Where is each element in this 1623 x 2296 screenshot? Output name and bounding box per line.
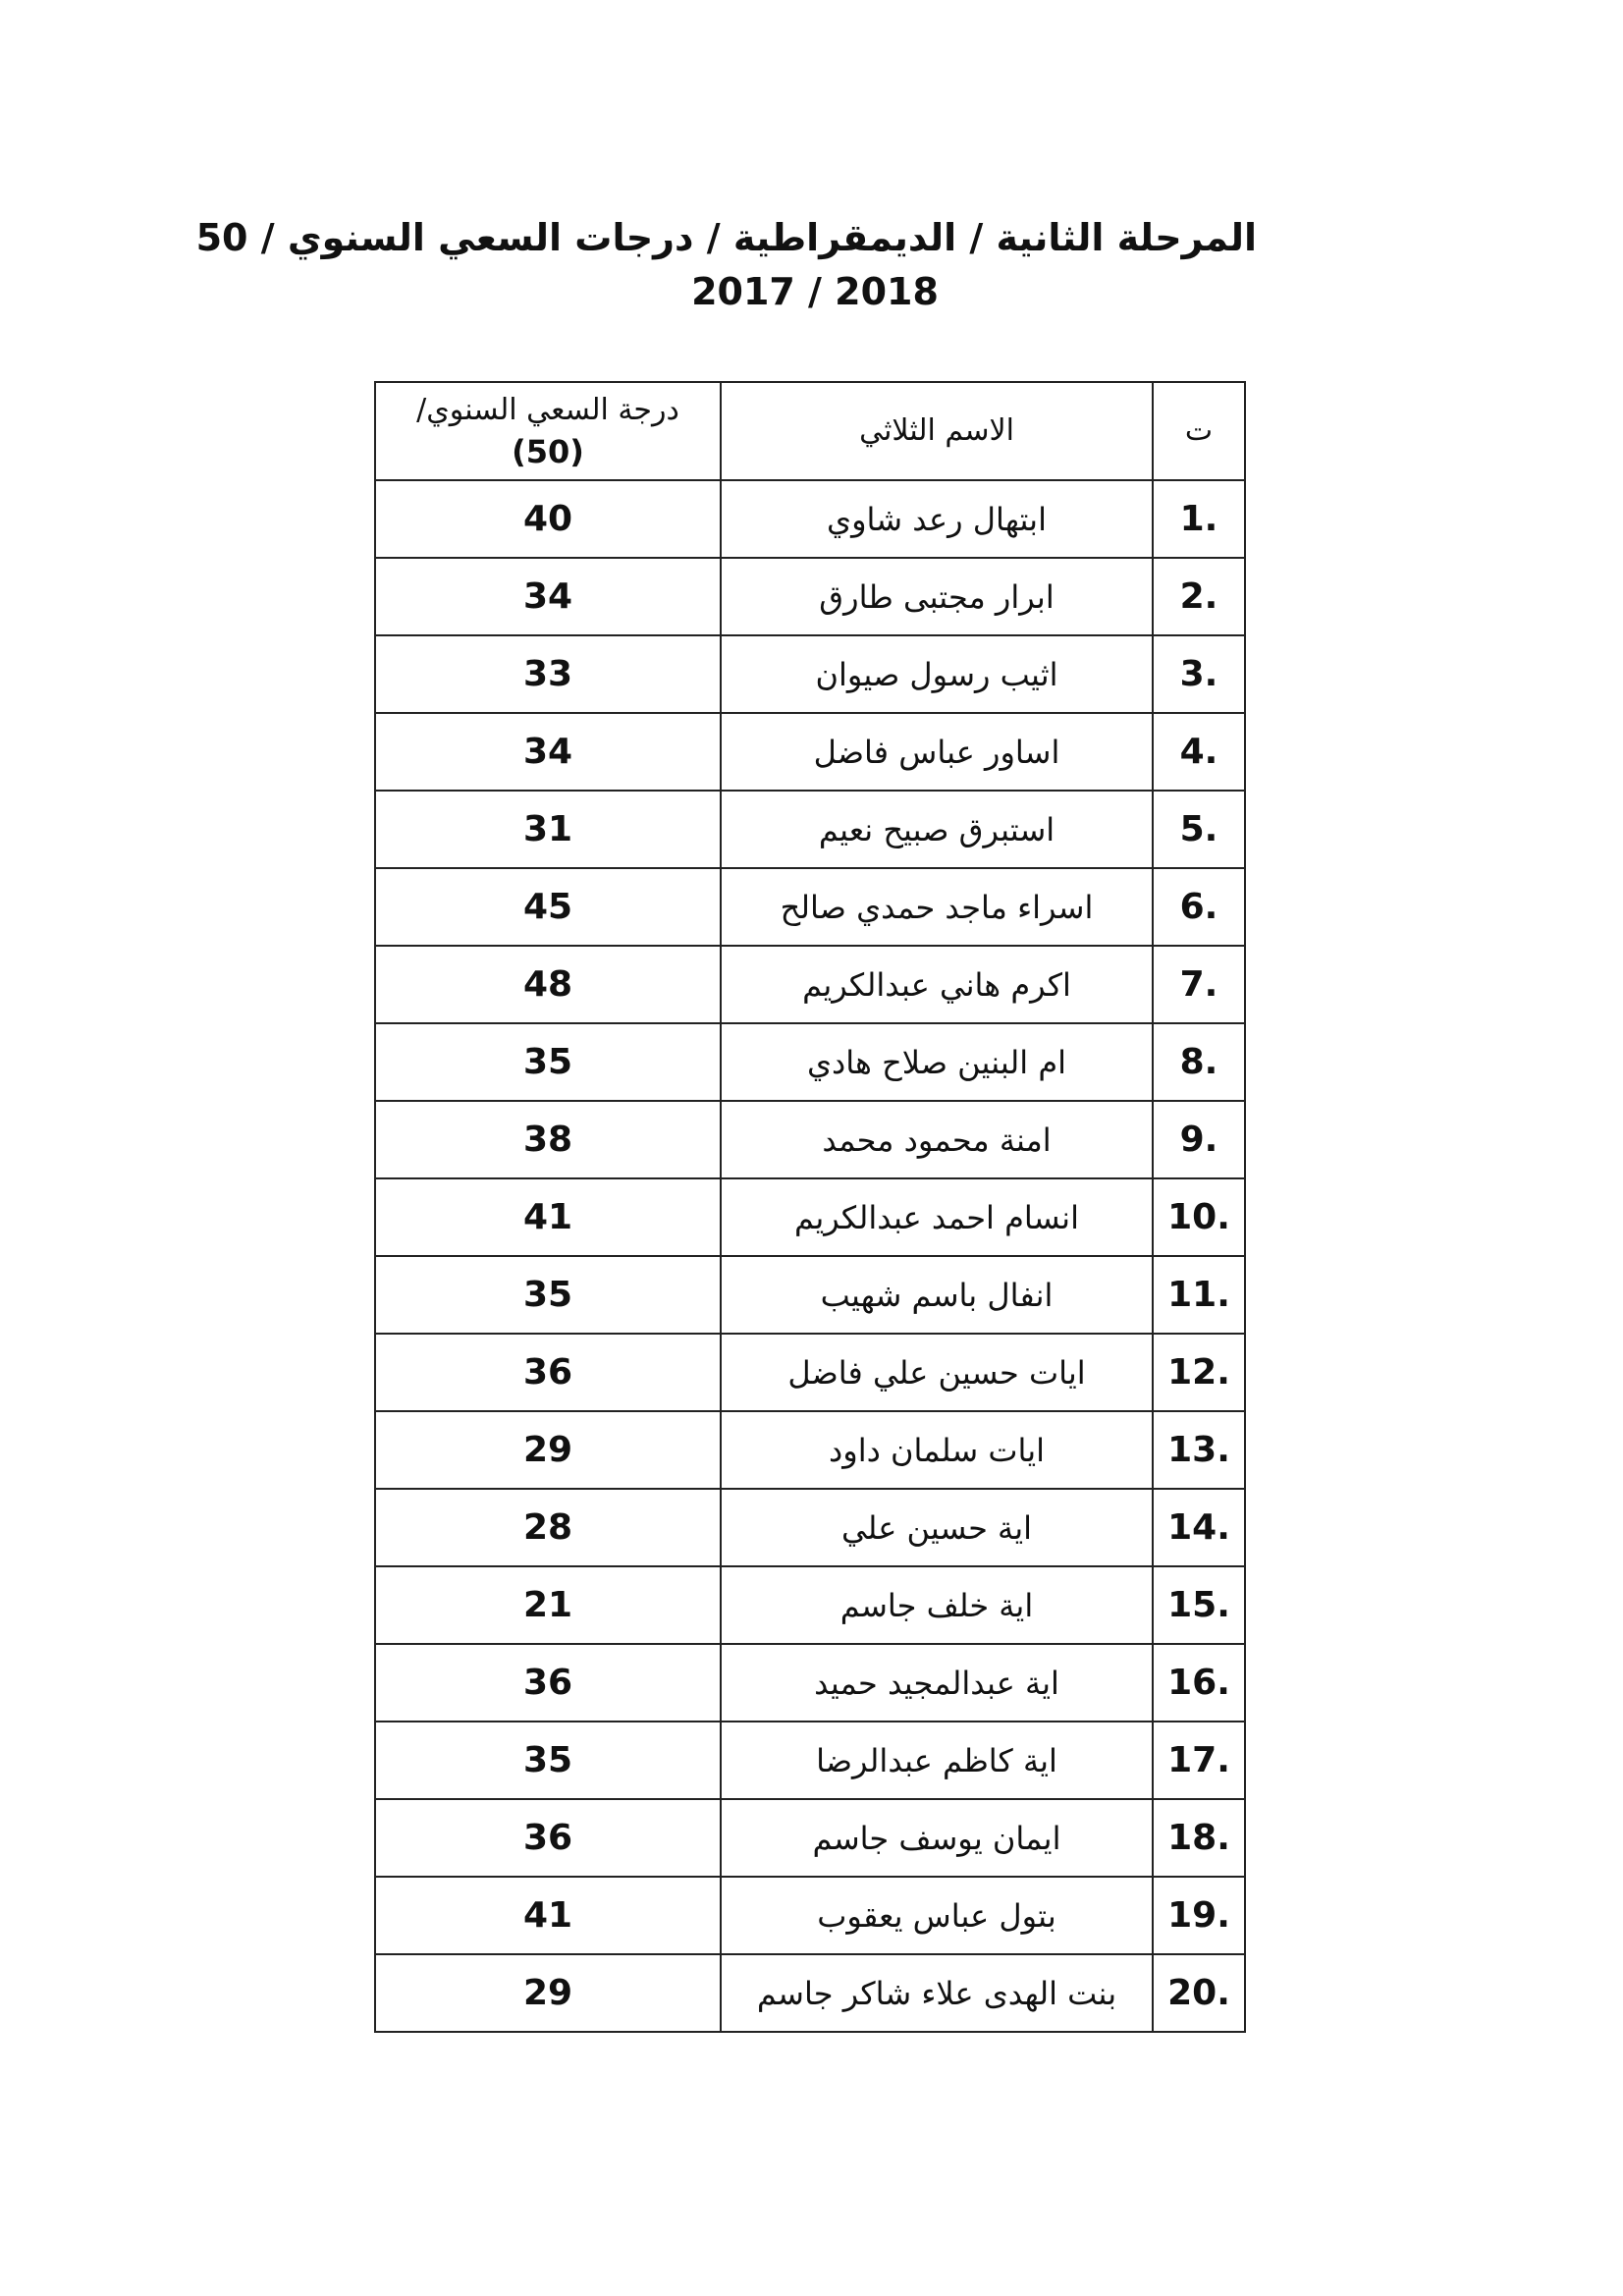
row-number: 15. [1153,1566,1245,1644]
header-number: ت [1153,382,1245,480]
student-grade: 38 [375,1101,721,1178]
student-grade: 28 [375,1489,721,1566]
table-body [375,480,1245,2032]
row-number: 2. [1153,558,1245,635]
student-name: ام البنين صلاح هادي [721,1023,1153,1101]
student-name: بنت الهدى علاء شاكر جاسم [721,1954,1153,2032]
row-number: 16. [1153,1644,1245,1722]
table-row [375,1799,1245,1877]
table-row [375,1023,1245,1101]
table-row [375,1411,1245,1489]
row-number: 4. [1153,713,1245,791]
table-row [375,1566,1245,1644]
student-name: اية عبدالمجيد حميد [721,1644,1153,1722]
row-number: 1. [1153,480,1245,558]
row-number: 13. [1153,1411,1245,1489]
student-grade: 21 [375,1566,721,1644]
row-number: 12. [1153,1334,1245,1411]
row-number: 10. [1153,1178,1245,1256]
grades-table [374,381,1246,2033]
student-name: اكرم هاني عبدالكريم [721,946,1153,1023]
page-title: المرحلة الثانية / الديمقراطية / درجات السعي السنوي / 50 [195,216,1257,259]
student-name: ايمان يوسف جاسم [721,1799,1153,1877]
student-grade: 34 [375,558,721,635]
table-row [375,1101,1245,1178]
student-grade: 29 [375,1411,721,1489]
student-name: ايات سلمان داود [721,1411,1153,1489]
table-row [375,635,1245,713]
student-name: استبرق صبيح نعيم [721,791,1153,868]
table-row [375,791,1245,868]
student-grade: 29 [375,1954,721,2032]
row-number: 7. [1153,946,1245,1023]
student-grade: 41 [375,1877,721,1954]
table-row [375,480,1245,558]
student-grade: 36 [375,1644,721,1722]
student-name: اية كاظم عبدالرضا [721,1722,1153,1799]
row-number: 19. [1153,1877,1245,1954]
table-row [375,1256,1245,1334]
row-number: 20. [1153,1954,1245,2032]
header-grade [375,382,721,480]
student-name: بتول عباس يعقوب [721,1877,1153,1954]
row-number: 17. [1153,1722,1245,1799]
student-grade: 33 [375,635,721,713]
student-grade: 41 [375,1178,721,1256]
table-row [375,946,1245,1023]
student-name: ابرار مجتبى طارق [721,558,1153,635]
student-name: انسام احمد عبدالكريم [721,1178,1153,1256]
table-row [375,1877,1245,1954]
student-grade: 35 [375,1256,721,1334]
row-number: 9. [1153,1101,1245,1178]
row-number: 11. [1153,1256,1245,1334]
row-number: 18. [1153,1799,1245,1877]
row-number: 14. [1153,1489,1245,1566]
student-name: ايات حسين علي فاضل [721,1334,1153,1411]
table-row [375,1178,1245,1256]
row-number: 6. [1153,868,1245,946]
table-row [375,1954,1245,2032]
student-grade: 31 [375,791,721,868]
student-grade: 40 [375,480,721,558]
row-number: 8. [1153,1023,1245,1101]
header-row [375,382,1245,480]
student-name: اثيب رسول صيوان [721,635,1153,713]
table-row [375,868,1245,946]
header-name: الاسم الثلاثي [721,382,1153,480]
student-name: اسراء ماجد حمدي صالح [721,868,1153,946]
table-row [375,1722,1245,1799]
student-grade: 34 [375,713,721,791]
table-row [375,1334,1245,1411]
header-grade-max: (50) [512,433,584,470]
student-name: اية حسين علي [721,1489,1153,1566]
student-grade: 35 [375,1722,721,1799]
student-name: انفال باسم شهيب [721,1256,1153,1334]
student-grade: 36 [375,1334,721,1411]
student-name: اساور عباس فاضل [721,713,1153,791]
table-row [375,1644,1245,1722]
table-header [375,382,1245,480]
row-number: 3. [1153,635,1245,713]
row-number: 5. [1153,791,1245,868]
header-grade-label: درجة السعي السنوي/ [416,393,679,427]
academic-year: 2017 / 2018 [691,270,939,313]
student-name: امنة محمود محمد [721,1101,1153,1178]
table-row [375,558,1245,635]
student-name: ابتهال رعد شاوي [721,480,1153,558]
student-grade: 48 [375,946,721,1023]
student-name: اية خلف جاسم [721,1566,1153,1644]
student-grade: 35 [375,1023,721,1101]
student-grade: 45 [375,868,721,946]
table-row [375,1489,1245,1566]
student-grade: 36 [375,1799,721,1877]
table-row [375,713,1245,791]
